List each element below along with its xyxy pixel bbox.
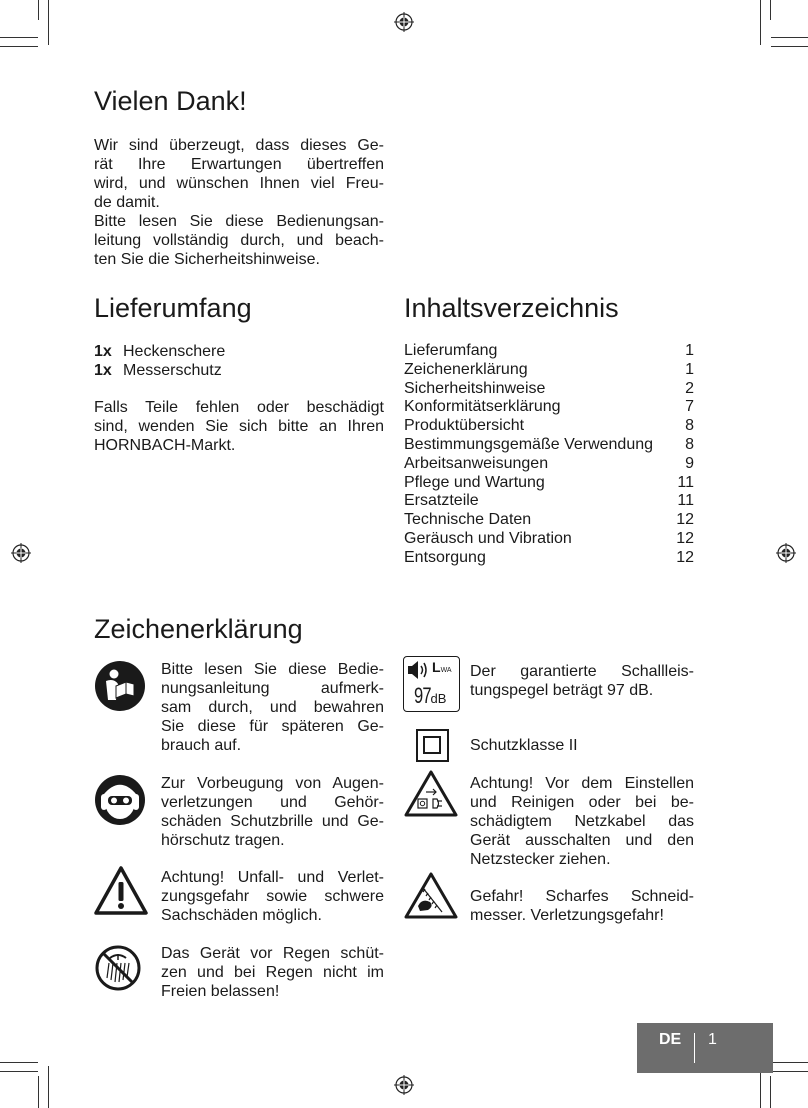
symbol-description xyxy=(161,868,384,925)
text-line: HORNBACH-Markt. xyxy=(94,437,236,454)
db-value: 97dB xyxy=(414,683,447,708)
toc-label: Lieferumfang xyxy=(404,342,498,359)
toc-label: Ersatzteile xyxy=(404,492,479,510)
delivery-list xyxy=(94,342,384,380)
toc-entry[interactable] xyxy=(404,549,694,568)
text-line: zungsgefahr sowie schwere xyxy=(161,888,384,905)
crop-mark xyxy=(38,0,39,20)
protection-class-ii-icon xyxy=(416,729,449,762)
text-line: Bitte lesen Sie diese Bedie- xyxy=(161,661,384,678)
crop-mark xyxy=(0,37,38,38)
crop-mark xyxy=(0,46,38,47)
toc-label: Technische Daten xyxy=(404,511,532,529)
toc-entry[interactable] xyxy=(404,361,694,380)
unplug-warning-icon xyxy=(404,770,458,818)
list-item xyxy=(94,342,384,361)
symbol-description xyxy=(161,660,384,755)
item-name: Heckenschere xyxy=(123,343,226,360)
toc-title: Inhaltsverzeichnis xyxy=(404,293,619,323)
toc-entry[interactable] xyxy=(404,474,694,493)
toc-entry[interactable] xyxy=(404,398,694,417)
text-line: Zur Vorbeugung von Augen- xyxy=(161,775,384,792)
list-item xyxy=(94,361,384,380)
toc-entry[interactable] xyxy=(404,455,694,474)
page-tab xyxy=(637,1023,773,1073)
text-line: schädigtem Netzkabel das xyxy=(470,813,694,830)
crop-mark xyxy=(38,1076,39,1108)
item-qty: 1x xyxy=(94,343,112,360)
page-number: 1 xyxy=(708,1031,717,1048)
symbol-description xyxy=(470,887,694,925)
toc-label: Konformitätserklärung xyxy=(404,398,561,416)
toc-label: Sicherheitshinweise xyxy=(404,379,546,397)
symbol-description xyxy=(161,774,384,850)
text-line: Freien belassen! xyxy=(161,983,280,1000)
page-tab-divider xyxy=(694,1033,695,1063)
toc-label: Produktübersicht xyxy=(404,417,525,435)
toc-entry[interactable] xyxy=(404,492,694,511)
registration-mark-icon xyxy=(394,1075,414,1095)
goggles-earmuffs-icon xyxy=(94,774,146,826)
language-code: DE xyxy=(659,1031,682,1048)
toc-page: 9 xyxy=(685,454,694,472)
toc-label: Pflege und Wartung xyxy=(404,473,545,491)
toc-label: Entsorgung xyxy=(404,548,486,566)
symbols-title: Zeichenerklärung xyxy=(94,614,303,644)
symbol-description xyxy=(470,736,694,755)
symbol-description xyxy=(470,662,694,700)
toc-page: 12 xyxy=(676,548,694,566)
crop-mark xyxy=(771,46,808,47)
text-line: Achtung! Vor dem Einstellen xyxy=(470,775,694,792)
item-qty: 1x xyxy=(94,362,112,379)
toc-page: 1 xyxy=(685,342,694,359)
text-line: wird, und wünschen Ihnen viel Freu- xyxy=(94,175,384,192)
text-line: de damit. xyxy=(94,194,160,211)
lwa-label: LWA xyxy=(432,659,452,675)
text-line: schäden Schutzbrille und Ge- xyxy=(161,813,384,830)
crop-mark xyxy=(770,0,771,20)
toc-label: Bestimmungsgemäße Verwendung xyxy=(404,435,654,453)
text-line: sam durch, und bewahren xyxy=(161,699,384,716)
toc-page: 8 xyxy=(685,435,694,453)
text-line: und Reinigen oder bei be- xyxy=(470,794,694,811)
toc-page: 11 xyxy=(677,492,694,510)
item-name: Messerschutz xyxy=(123,362,222,379)
toc-list xyxy=(404,342,694,568)
warning-triangle-icon xyxy=(94,866,148,916)
toc-entry[interactable] xyxy=(404,436,694,455)
text-line: sind, wenden Sie sich bitte an Ihren xyxy=(94,418,384,435)
toc-page: 7 xyxy=(685,398,694,416)
toc-page: 2 xyxy=(685,379,694,397)
text-line: ten Sie die Sicherheitshinweise. xyxy=(94,251,320,268)
crop-mark xyxy=(770,1076,771,1108)
text-line: tungspegel beträgt 97 dB. xyxy=(470,682,654,699)
crop-mark xyxy=(760,0,761,45)
text-line: Der garantierte Schallleis- xyxy=(470,663,694,680)
text-line: Sie diese für späteren Ge- xyxy=(161,718,384,735)
crop-mark xyxy=(0,1062,38,1063)
toc-page: 12 xyxy=(676,529,694,547)
text-line: verletzungen und Gehör- xyxy=(161,794,384,811)
read-manual-icon xyxy=(94,660,146,712)
intro-text xyxy=(94,136,384,269)
registration-mark-icon xyxy=(776,543,796,563)
sharp-blade-warning-icon xyxy=(404,872,458,920)
no-rain-icon xyxy=(94,944,142,992)
text-line: Achtung! Unfall- und Verlet- xyxy=(161,869,384,886)
text-line: hörschutz tragen. xyxy=(161,832,285,849)
text-line: messer. Verletzungsgefahr! xyxy=(470,907,664,924)
text-line: Sachschäden möglich. xyxy=(161,907,322,924)
symbol-description xyxy=(470,774,694,869)
toc-entry[interactable] xyxy=(404,417,694,436)
text-line: Netzstecker ziehen. xyxy=(470,851,611,868)
text-line: Bitte lesen Sie diese Bedienungsan- xyxy=(94,213,384,230)
toc-page: 11 xyxy=(677,473,694,491)
crop-mark xyxy=(0,1071,38,1072)
toc-page: 12 xyxy=(676,511,694,529)
text-line: Gerät ausschalten und den xyxy=(470,832,694,849)
symbol-description xyxy=(161,944,384,1001)
toc-label: Geräusch und Vibration xyxy=(404,529,572,547)
text-line: Wir sind überzeugt, dass dieses Ge- xyxy=(94,137,384,154)
toc-label: Zeichenerklärung xyxy=(404,360,528,378)
text-line: zen und bei Regen nicht im xyxy=(161,964,384,981)
crop-mark xyxy=(48,1066,49,1108)
toc-entry[interactable] xyxy=(404,511,694,530)
text-line: Falls Teile fehlen oder beschädigt xyxy=(94,399,384,416)
text-line: Gefahr! Scharfes Schneid- xyxy=(470,888,694,905)
crop-mark xyxy=(771,37,808,38)
toc-page: 8 xyxy=(685,417,694,435)
speaker-icon xyxy=(407,660,429,680)
crop-mark xyxy=(48,0,49,45)
delivery-note xyxy=(94,398,384,455)
intro-title: Vielen Dank! xyxy=(94,86,247,116)
toc-entry[interactable] xyxy=(404,342,694,361)
text-line: rät Ihre Erwartungen übertreffen xyxy=(94,156,384,173)
crop-mark xyxy=(771,1062,808,1063)
toc-label: Arbeitsanweisungen xyxy=(404,454,549,472)
toc-entry[interactable] xyxy=(404,380,694,399)
text-line: nungsanleitung aufmerk- xyxy=(161,680,384,697)
text-line: Schutzklasse II xyxy=(470,737,578,754)
sound-power-icon xyxy=(403,656,460,712)
registration-mark-icon xyxy=(11,543,31,563)
crop-mark xyxy=(771,1071,808,1072)
toc-entry[interactable] xyxy=(404,530,694,549)
text-line: brauch auf. xyxy=(161,737,242,754)
lieferumfang-title: Lieferumfang xyxy=(94,293,252,323)
registration-mark-icon xyxy=(394,12,414,32)
text-line: leitung vollständig durch, und beach- xyxy=(94,232,384,249)
text-line: Das Gerät vor Regen schüt- xyxy=(161,945,384,962)
toc-page: 1 xyxy=(685,360,694,378)
